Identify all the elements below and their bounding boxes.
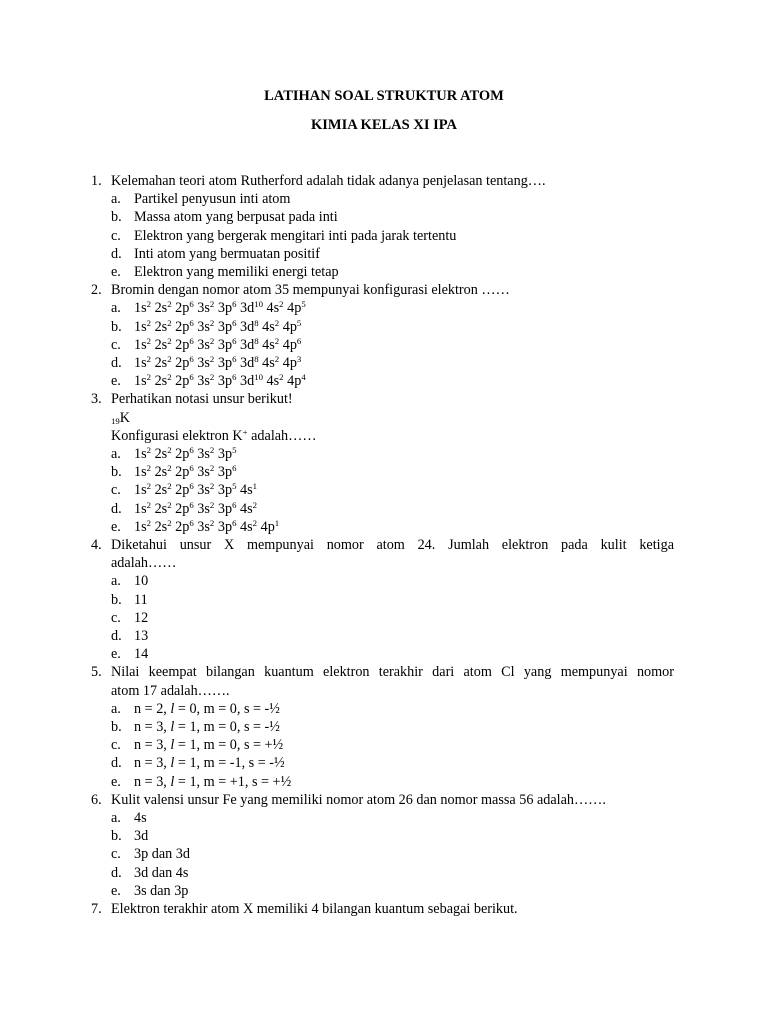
question-text: Bromin dengan nomor atom 35 mempunyai konfigurasi elektron ……	[111, 282, 510, 299]
option-text: $1s^2$ $2s^2$ $2p^6$ $3s^2$ $3p^6$ $3d^8$ $4s^2$ $4p^6$	[134, 335, 302, 353]
option-letter: e.	[111, 264, 121, 280]
option-letter: c.	[111, 336, 121, 353]
option-text: n = 3, l = 1, m = +1, s = +½	[134, 773, 292, 790]
question-text: $_{19}$K	[111, 409, 131, 426]
question-text: Nilai keempat bilangan kuantum elektron terakhir dari atom Cl yang mempunyai nomor	[111, 664, 674, 681]
option-text: $1s^2$ $2s^2$ $2p^6$ $3s^2$ $3p^6$ $4s^2$	[134, 499, 258, 517]
question-text: Elektron terakhir atom X memiliki 4 bilangan kuantum sebagai berikut.	[111, 901, 518, 917]
option-text: Elektron yang memiliki energi tetap	[134, 264, 339, 280]
option-text: $1s^2$ $2s^2$ $2p^6$ $3s^2$ $3p^6$ $3d^{10}$ $4s^2$ $4p^4$	[134, 372, 306, 390]
option-letter: d.	[111, 500, 122, 517]
option-letter: d.	[111, 355, 122, 371]
option-text: $1s^2$ $2s^2$ $2p^6$ $3s^2$ $3p^5$	[134, 445, 237, 462]
option-letter: a.	[111, 191, 121, 208]
option-letter: e.	[111, 882, 121, 899]
option-text: $1s^2$ $2s^2$ $2p^6$ $3s^2$ $3p^5$ $4s^1$	[134, 481, 258, 499]
option-letter: b.	[111, 464, 122, 481]
question-text: adalah……	[111, 555, 177, 572]
option-letter: e.	[111, 773, 121, 790]
option-letter: d.	[111, 755, 122, 772]
option-letter: c.	[111, 227, 121, 244]
option-text: n = 3, l = 1, m = 0, s = -½	[134, 719, 280, 735]
question-number: 1.	[91, 173, 102, 189]
option-text: $1s^2$ $2s^2$ $2p^6$ $3s^2$ $3p^6$	[134, 463, 237, 481]
option-letter: b.	[111, 318, 122, 335]
option-text: 13	[134, 628, 149, 644]
question-number: 7.	[91, 901, 102, 917]
option-letter: e.	[111, 518, 121, 535]
option-letter: c.	[111, 737, 121, 754]
option-letter: b.	[111, 209, 122, 226]
question-number: 5.	[91, 664, 102, 681]
document-subtitle: KIMIA KELAS XI IPA	[311, 117, 457, 133]
option-letter: c.	[111, 482, 121, 499]
option-text: 3p dan 3d	[134, 846, 190, 863]
option-text: 4s	[134, 810, 147, 826]
option-letter: d.	[111, 245, 122, 262]
option-letter: a.	[111, 810, 121, 826]
option-text: 14	[134, 646, 149, 663]
question-number: 4.	[91, 537, 102, 553]
option-letter: a.	[111, 573, 121, 590]
option-letter: a.	[111, 446, 121, 462]
option-letter: d.	[111, 628, 122, 644]
option-text: $1s^2$ $2s^2$ $2p^6$ $3s^2$ $3p^6$ $3d^8$ $4s^2$ $4p^5$	[134, 317, 302, 335]
question-text: Perhatikan notasi unsur berikut!	[111, 391, 293, 408]
option-letter: b.	[111, 719, 122, 735]
question-text: Diketahui unsur X mempunyai nomor atom 24. Jumlah elektron pada kulit ketiga	[111, 537, 674, 553]
option-text: Partikel penyusun inti atom	[134, 191, 291, 208]
document-title: LATIHAN SOAL STRUKTUR ATOM	[264, 88, 504, 104]
option-letter: d.	[111, 864, 122, 881]
question-number: 3.	[91, 391, 102, 408]
question-text: Kulit valensi unsur Fe yang memiliki nomor atom 26 dan nomor massa 56 adalah…….	[111, 791, 606, 808]
option-letter: a.	[111, 300, 121, 317]
option-text: n = 3, l = 1, m = 0, s = +½	[134, 737, 284, 754]
option-text: 3d dan 4s	[134, 864, 189, 881]
option-letter: c.	[111, 609, 121, 626]
option-text: 10	[134, 573, 149, 590]
option-text: Elektron yang bergerak mengitari inti pada jarak tertentu	[134, 227, 457, 244]
option-text: n = 3, l = 1, m = -1, s = -½	[134, 755, 285, 772]
option-letter: e.	[111, 646, 121, 663]
question-text: Kelemahan teori atom Rutherford adalah tidak adanya penjelasan tentang….	[111, 173, 546, 189]
option-letter: a.	[111, 700, 121, 717]
question-text: Konfigurasi elektron K+ adalah……	[111, 426, 317, 444]
option-text: 3s dan 3p	[134, 882, 189, 899]
option-letter: b.	[111, 828, 122, 845]
option-text: n = 2, l = 0, m = 0, s = -½	[134, 700, 280, 717]
option-text: Inti atom yang bermuatan positif	[134, 245, 320, 262]
option-text: 12	[134, 609, 149, 626]
question-number: 6.	[91, 791, 102, 808]
option-letter: c.	[111, 846, 121, 863]
option-text: Massa atom yang berpusat pada inti	[134, 209, 338, 226]
option-letter: b.	[111, 591, 122, 608]
option-text: 3d	[134, 828, 149, 845]
question-text: atom 17 adalah…….	[111, 682, 230, 699]
option-letter: e.	[111, 373, 121, 390]
option-text: $1s^2$ $2s^2$ $2p^6$ $3s^2$ $3p^6$ $3d^{10}$ $4s^2$ $4p^5$	[134, 299, 306, 317]
option-text: 11	[134, 591, 148, 608]
question-number: 2.	[91, 282, 102, 299]
option-text: $1s^2$ $2s^2$ $2p^6$ $3s^2$ $3p^6$ $3d^8$ $4s^2$ $4p^3$	[134, 354, 302, 371]
option-text: $1s^2$ $2s^2$ $2p^6$ $3s^2$ $3p^6$ $4s^2$ $4p^1$	[134, 517, 280, 535]
